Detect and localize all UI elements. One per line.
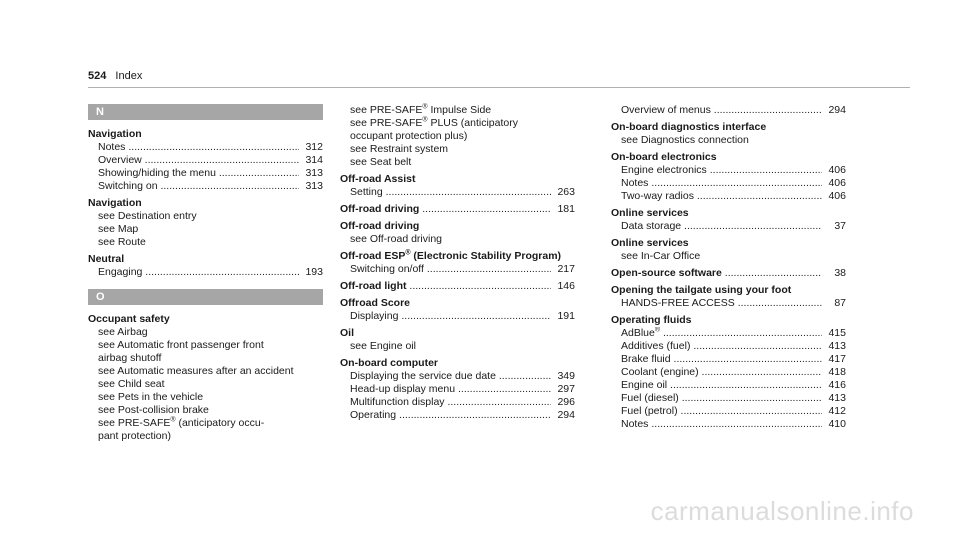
subentry-page[interactable]: 297 xyxy=(557,383,575,395)
subentry-text: Operating ..... xyxy=(350,409,551,422)
index-entry[interactable] xyxy=(611,267,846,280)
index-column-2 xyxy=(340,104,575,422)
subentry-page[interactable]: 413 xyxy=(828,340,846,352)
entry-page[interactable]: 181 xyxy=(557,203,575,215)
page-section-title: Index xyxy=(115,70,143,82)
index-subentry[interactable] xyxy=(88,266,323,279)
index-entry xyxy=(340,357,575,422)
index-subentry[interactable] xyxy=(611,405,846,418)
entry-title: Navigation xyxy=(88,128,142,140)
entry-title: Open-source software ..... xyxy=(611,267,822,280)
index-subentry[interactable] xyxy=(611,366,846,379)
entry-row xyxy=(340,280,575,293)
index-subentry[interactable] xyxy=(340,409,575,422)
subentry-page[interactable]: 313 xyxy=(305,167,323,179)
subentry-text: Notes ..... xyxy=(98,141,299,154)
subentry-text: Overview ..... xyxy=(98,154,299,167)
index-entry xyxy=(340,104,575,169)
index-entry xyxy=(88,313,323,443)
subentry-text: Fuel (petrol) ..... xyxy=(621,405,822,418)
entry-title: Offroad Score xyxy=(340,297,411,309)
subentry-page[interactable]: 406 xyxy=(828,177,846,189)
subentry-text: Displaying ..... xyxy=(350,310,551,323)
see-reference[interactable]: see Map xyxy=(98,223,139,235)
index-subentry[interactable] xyxy=(611,379,846,392)
entry-title: Neutral xyxy=(88,253,125,265)
index-subentry[interactable] xyxy=(340,383,575,396)
entry-title: Oil xyxy=(340,327,355,339)
letter-heading: N xyxy=(88,104,323,120)
subentry-text: AdBlue® ..... xyxy=(621,327,822,340)
subentry-text: Engine electronics ..... xyxy=(621,164,822,177)
page-number: 524 xyxy=(88,70,107,82)
entry-title: Off-road driving xyxy=(340,220,420,232)
entry-title: Online services xyxy=(611,207,689,219)
index-entry xyxy=(88,253,323,279)
index-entry[interactable] xyxy=(340,203,575,216)
index-entry xyxy=(340,297,575,323)
see-reference[interactable]: airbag shutoff xyxy=(98,352,162,364)
subentry-text: Fuel (diesel) ..... xyxy=(621,392,822,405)
see-reference[interactable]: see Pets in the vehicle xyxy=(98,391,204,403)
entry-row xyxy=(611,267,846,280)
subentry-page[interactable]: 415 xyxy=(828,327,846,339)
entry-title: Off-road light ..... xyxy=(340,280,551,293)
index-entry xyxy=(611,284,846,310)
index-subentry[interactable] xyxy=(88,180,323,193)
index-column-3 xyxy=(611,104,846,431)
subentry-page[interactable]: 37 xyxy=(834,220,846,232)
see-reference[interactable]: see PRE-SAFE® (anticipatory occu- xyxy=(98,416,265,429)
subentry-text: Head-up display menu ..... xyxy=(350,383,551,396)
header-divider xyxy=(88,87,910,88)
index-subentry[interactable] xyxy=(340,263,575,276)
subentry-page[interactable]: 406 xyxy=(828,164,846,176)
index-subentry[interactable] xyxy=(340,310,575,323)
subentry-text: HANDS-FREE ACCESS ..... xyxy=(621,297,822,310)
entry-page[interactable]: 38 xyxy=(834,267,846,279)
index-entry xyxy=(611,121,846,147)
see-reference[interactable]: see In-Car Office xyxy=(621,250,701,262)
subentry-page[interactable]: 193 xyxy=(305,266,323,278)
see-reference[interactable]: see Child seat xyxy=(98,378,165,390)
subentry-page[interactable]: 418 xyxy=(828,366,846,378)
entry-title: Off-road driving ..... xyxy=(340,203,551,216)
index-subentry[interactable] xyxy=(340,370,575,383)
index-entry xyxy=(611,151,846,203)
see-reference[interactable]: see Engine oil xyxy=(350,340,416,352)
see-reference[interactable]: see PRE-SAFE® Impulse Side xyxy=(350,103,492,116)
subentry-page[interactable]: 406 xyxy=(828,190,846,202)
subentry-page[interactable]: 413 xyxy=(828,392,846,404)
see-reference[interactable]: see Destination entry xyxy=(98,210,197,222)
subentry-page[interactable]: 263 xyxy=(557,186,575,198)
subentry-text: Displaying the service due date ..... xyxy=(350,370,551,383)
subentry-text: Two-way radios ..... xyxy=(621,190,822,203)
index-entry xyxy=(340,220,575,246)
subentry-page[interactable]: 417 xyxy=(828,353,846,365)
see-reference[interactable]: see Restraint system xyxy=(350,143,449,155)
see-reference[interactable]: occupant protection plus) xyxy=(350,130,468,142)
letter-heading: O xyxy=(88,289,323,305)
subentry-text: Coolant (engine) ..... xyxy=(621,366,822,379)
index-subentry[interactable] xyxy=(88,167,323,180)
subentry-text: Showing/hiding the menu ..... xyxy=(98,167,299,180)
index-subentry[interactable] xyxy=(340,186,575,199)
section-gap xyxy=(88,279,323,289)
see-reference[interactable]: see Seat belt xyxy=(350,156,412,168)
see-reference[interactable]: see Off-road driving xyxy=(350,233,443,245)
index-entry xyxy=(611,207,846,233)
see-reference[interactable]: see Post-collision brake xyxy=(98,404,209,416)
subentry-page[interactable]: 349 xyxy=(557,370,575,382)
see-reference[interactable]: see PRE-SAFE® PLUS (anticipatory xyxy=(350,116,518,129)
index-entry xyxy=(340,327,575,353)
subentry-page[interactable]: 312 xyxy=(305,141,323,153)
index-subentry[interactable] xyxy=(611,164,846,177)
subentry-page[interactable]: 416 xyxy=(828,379,846,391)
subentry-text: Switching on/off ..... xyxy=(350,263,551,276)
index-subentry[interactable] xyxy=(611,104,846,117)
subentry-page[interactable]: 314 xyxy=(305,154,323,166)
index-entry xyxy=(340,173,575,199)
subentry-page[interactable]: 296 xyxy=(557,396,575,408)
subentry-text: Data storage ..... xyxy=(621,220,822,233)
index-subentry[interactable] xyxy=(88,141,323,154)
index-subentry[interactable] xyxy=(611,418,846,431)
index-entry xyxy=(88,128,323,193)
subentry-text: Notes ..... xyxy=(621,418,822,431)
index-subentry[interactable] xyxy=(611,392,846,405)
see-reference[interactable]: see Route xyxy=(98,236,146,248)
index-entry xyxy=(611,237,846,263)
watermark: carmanualsonline.info xyxy=(650,496,914,526)
entry-title: Opening the tailgate using your foot xyxy=(611,284,792,296)
subentry-text: Overview of menus ..... xyxy=(621,104,822,117)
index-subentry[interactable] xyxy=(611,340,846,353)
index-subentry[interactable] xyxy=(611,297,846,310)
see-reference[interactable]: see Diagnostics connection xyxy=(621,134,749,146)
entry-title: Navigation xyxy=(88,197,142,209)
index-subentry[interactable] xyxy=(611,190,846,203)
subentry-text: Setting ..... xyxy=(350,186,551,199)
see-reference[interactable]: see Airbag xyxy=(98,326,148,338)
subentry-text: Switching on ..... xyxy=(98,180,299,193)
index-subentry[interactable] xyxy=(88,154,323,167)
subentry-page[interactable]: 313 xyxy=(305,180,323,192)
entry-row xyxy=(340,203,575,216)
index-subentry[interactable] xyxy=(611,177,846,190)
subentry-text: Engine oil ..... xyxy=(621,379,822,392)
subentry-text: Brake fluid ..... xyxy=(621,353,822,366)
index-subentry[interactable] xyxy=(611,327,846,340)
entry-title: Off-road ESP® (Electronic Stability Program) xyxy=(340,249,562,262)
see-reference[interactable]: pant protection) xyxy=(98,430,171,442)
entry-title: Off-road Assist xyxy=(340,173,416,185)
entry-title: On-board electronics xyxy=(611,151,717,163)
subentry-page[interactable]: 294 xyxy=(557,409,575,421)
index-entry xyxy=(88,197,323,249)
index-entry xyxy=(611,104,846,117)
subentry-page[interactable]: 191 xyxy=(557,310,575,322)
page-header xyxy=(88,70,142,82)
index-subentry[interactable] xyxy=(611,353,846,366)
subentry-page[interactable]: 410 xyxy=(828,418,846,430)
see-reference[interactable]: see Automatic front passenger front xyxy=(98,339,264,351)
see-reference[interactable]: see Automatic measures after an accident xyxy=(98,365,294,377)
entry-title: On-board diagnostics interface xyxy=(611,121,767,133)
subentry-page[interactable]: 87 xyxy=(834,297,846,309)
index-subentry[interactable] xyxy=(611,220,846,233)
index-subentry[interactable] xyxy=(340,396,575,409)
index-entry xyxy=(340,250,575,276)
entry-title: Operating fluids xyxy=(611,314,692,326)
entry-page[interactable]: 146 xyxy=(557,280,575,292)
subentry-text: Multifunction display ..... xyxy=(350,396,551,409)
index-entry xyxy=(611,314,846,431)
subentry-page[interactable]: 294 xyxy=(828,104,846,116)
entry-title: Occupant safety xyxy=(88,313,170,325)
subentry-page[interactable]: 217 xyxy=(557,263,575,275)
subentry-text: Engaging ..... xyxy=(98,266,299,279)
subentry-text: Additives (fuel) ..... xyxy=(621,340,822,353)
index-column-1 xyxy=(88,104,323,443)
subentry-text: Notes ..... xyxy=(621,177,822,190)
subentry-page[interactable]: 412 xyxy=(828,405,846,417)
entry-title: On-board computer xyxy=(340,357,439,369)
index-entry[interactable] xyxy=(340,280,575,293)
entry-title: Online services xyxy=(611,237,689,249)
